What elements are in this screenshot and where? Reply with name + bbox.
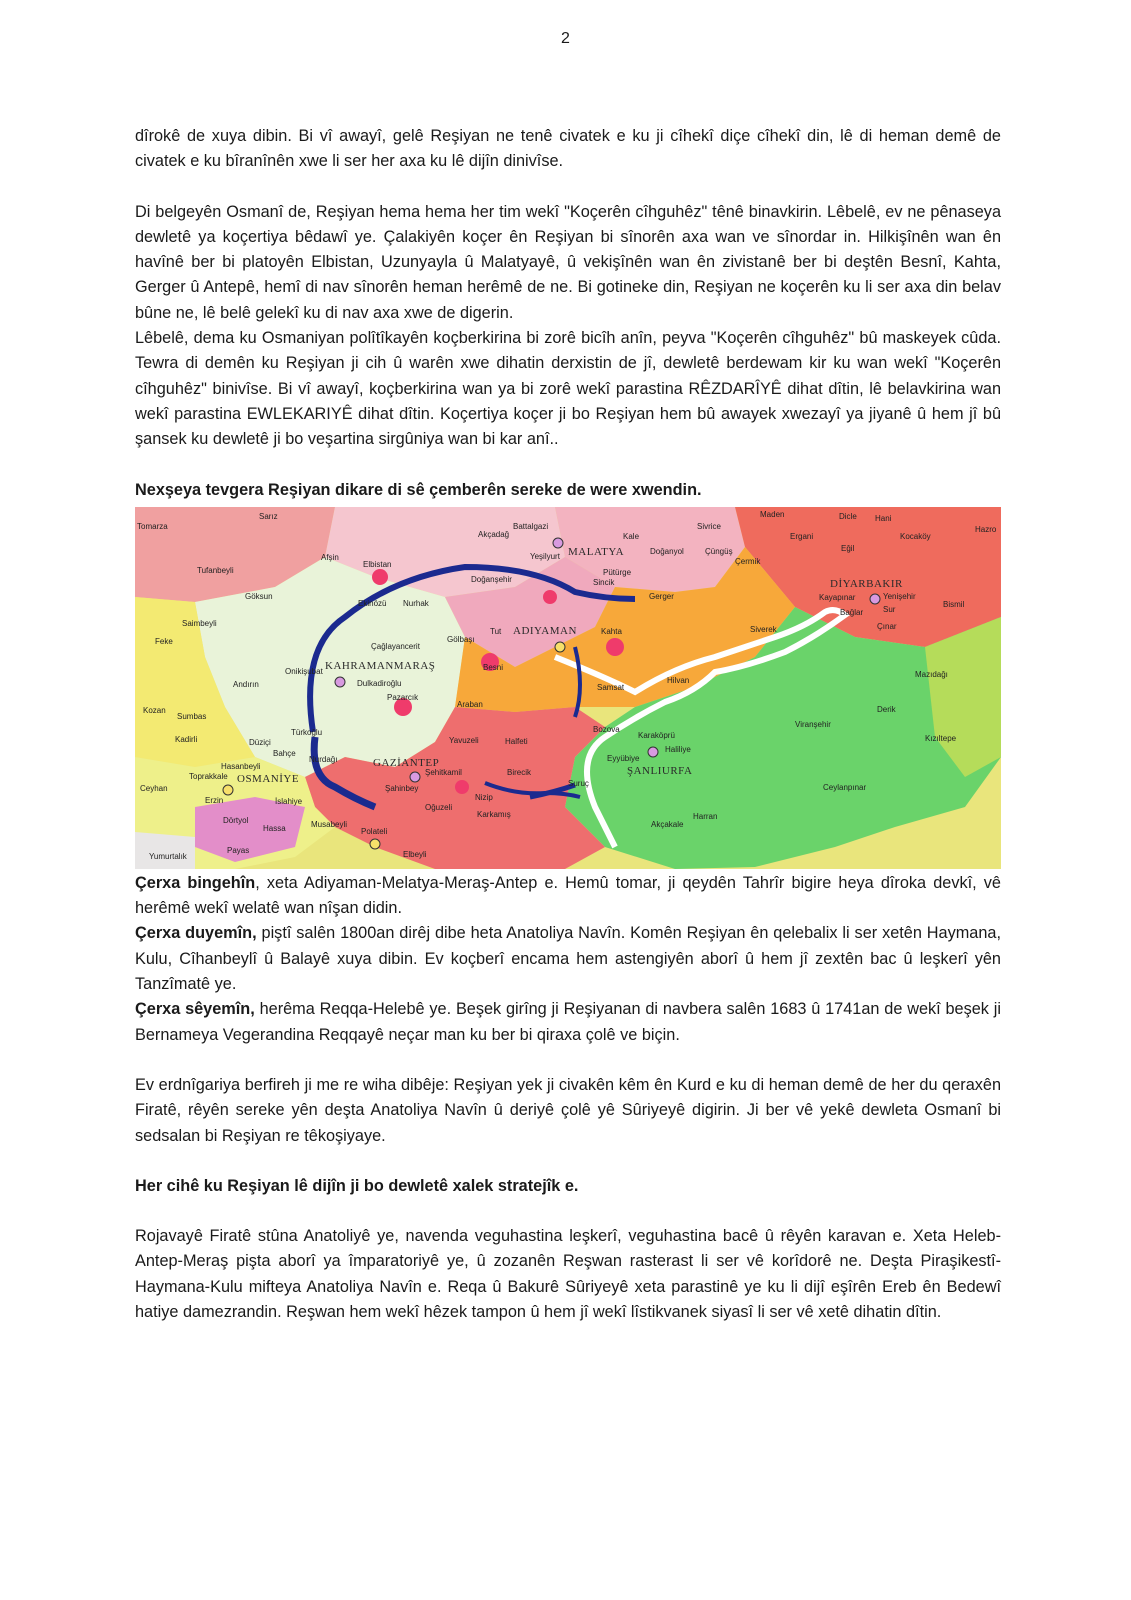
place-label: Sivrice (697, 521, 722, 531)
place-label: Çermik (735, 556, 761, 566)
place-label: Bozova (593, 724, 620, 734)
place-label: Çağlayancerit (371, 641, 420, 651)
place-label: Afşin (321, 552, 339, 562)
place-label: Sumbas (177, 711, 207, 721)
place-label: Kızıltepe (925, 733, 957, 743)
place-label: Pazarcık (387, 692, 419, 702)
place-label: Erzin (205, 795, 224, 805)
page-number: 2 (561, 30, 570, 47)
place-label: Eyyübiye (607, 753, 640, 763)
province-label: DİYARBAKIR (830, 577, 903, 590)
place-label: Ceylanpınar (823, 782, 867, 792)
place-label: Elbistan (363, 559, 392, 569)
circle-2-text: piştî salên 1800an dirêj dibe heta Anatoliya Navîn. Komên Reşiyan ên qelebalix li ser xetên Haymana, Kulu, Cîhanbeylî û Balayê xuya dibin. Ev koçberî encama hem astengiyên aborî û hem jî zextên bac û leşkerî yên Tanzîmatê ye. (135, 924, 1001, 994)
place-label: Yumurtalık (149, 851, 187, 861)
place-label: Tufanbeyli (197, 565, 234, 575)
place-label: Andırın (233, 679, 259, 689)
place-label: Tomarza (137, 521, 168, 531)
place-label: Halfeti (505, 736, 528, 746)
place-label: Bağlar (840, 607, 864, 617)
province-label: KAHRAMANMARAŞ (325, 659, 436, 672)
place-label: Akçadağ (478, 529, 510, 539)
place-label: Hani (875, 513, 892, 523)
province-label: ŞANLIURFA (627, 764, 693, 777)
province-label: ADIYAMAN (513, 624, 577, 637)
place-label: Mazıdağı (915, 669, 948, 679)
place-label: Hazro (975, 524, 997, 534)
place-label: Hasanbeyli (221, 761, 261, 771)
place-label: Kale (623, 531, 640, 541)
place-label: Çüngüş (705, 546, 733, 556)
place-label: Karkamış (477, 809, 511, 819)
place-label: Bahçe (273, 748, 296, 758)
place-label: Feke (155, 636, 173, 646)
province-label: GAZİANTEP (373, 756, 440, 769)
place-label: Kadirli (175, 734, 198, 744)
place-label: Ergani (790, 531, 814, 541)
place-label: Polateli (361, 826, 388, 836)
circle-1-text: , xeta Adiyaman-Melatya-Meraş-Antep e. Hemû tomar, ji qeydên Tahrîr bigire heya dîroka devkî, vê herêmê wekî welatê wan nîşan didin. (135, 873, 1001, 918)
map-heading: Nexşeya tevgera Reşiyan dikare di sê çemberên sereke de were xwendin. (135, 480, 702, 499)
place-label: Elbeyli (403, 849, 427, 859)
place-label: Suruç (568, 778, 589, 788)
migration-map (135, 507, 1001, 869)
place-label: Sincik (593, 577, 615, 587)
place-label: Payas (227, 845, 250, 855)
place-label: Derik (877, 704, 896, 714)
place-label: Eğil (841, 543, 855, 553)
place-label: Dörtyol (223, 815, 249, 825)
place-label: Musabeyli (311, 819, 348, 829)
place-label: Gölbaşı (447, 634, 475, 644)
paragraph-circle-2 (135, 921, 1001, 997)
document-body (135, 124, 1001, 1325)
paragraph-circle-3 (135, 997, 1001, 1048)
place-label: Hassa (263, 823, 286, 833)
paragraph-circle-1 (135, 871, 1001, 922)
place-label: Doğanyol (650, 546, 684, 556)
place-label: Bismil (943, 599, 965, 609)
place-label: Hilvan (667, 675, 690, 685)
place-label: Viranşehir (795, 719, 831, 729)
place-label: Siverek (750, 624, 777, 634)
place-label: Şahinbey (385, 783, 419, 793)
place-label: Çınar (877, 621, 897, 631)
circle-1-label: Çerxa bingehîn (135, 873, 256, 892)
place-label: Türkoğlu (291, 727, 323, 737)
place-label: Tut (490, 626, 502, 636)
place-label: Birecik (507, 767, 532, 777)
place-label: İslahiye (275, 796, 303, 806)
place-label: Besni (483, 662, 504, 672)
place-label: Maden (760, 509, 785, 519)
place-label: Kozan (143, 705, 166, 715)
circle-2-label: Çerxa duyemîn, (135, 924, 257, 943)
place-label: Kahta (601, 626, 622, 636)
section-heading: Her cihê ku Reşiyan lê dijîn ji bo dewletê xalek stratejîk e. (135, 1176, 579, 1195)
place-label: Sarız (259, 511, 278, 521)
place-label: Şehitkamil (425, 767, 462, 777)
place-label: Doğanşehir (471, 574, 512, 584)
paragraph: Rojavayê Firatê stûna Anatoliyê ye, navenda veguhastina leşkerî, veguhastina bacê û rêyên karavan e. Xeta Heleb-Antep-Meraş pişta aborî ya împaratoriyê ye, û zozanên Reşwan rasterast li ser vê korîdorê ne. Deşta Piraşikestî-Haymana-Kulu mifteya Anatoliya Navîn e. Reqa û Bakurê Sûriyeyê xeta parastinê ye ku li dijî eşîrên Ereb ên Bedewî hatiye damezrandin. Reşwan hem wekî hêzek tampon û hem jî wekî lîstikvanek siyasî li ser vê xetê dihatin dîtin. (135, 1227, 1001, 1322)
paragraph: Di belgeyên Osmanî de, Reşiyan hema hema her tim wekî "Koçerên cîhguhêz" tênê binavkirin. Lêbelê, ev ne pênaseya dewletê ya koçertiya bêdawî ye. Çalakiyên koçer ên Reşiyan bi sînorên axa wan ve sînordar in. Hilkişînên wan ên havînê ber bi platoyên Elbistan, Uzunyayla û Malatyayê, û vekişînên wan ên zivistanê ber bi deştên Besnî, Kahta, Gerger û Antepê, hemî di nav sînorên heman herêmê de ne. Bi gotineke din, Reşiyan ne koçerên ku li ser axa din belav bûne ne, lê belê gelekî ku di nav axa xwe de digerin. (135, 202, 1001, 322)
place-label: Kocaköy (900, 531, 931, 541)
place-label: Nurdağı (309, 754, 338, 764)
paragraph: Lêbelê, dema ku Osmaniyan polîtîkayên koçberkirina bi zorê bicîh anîn, peyva "Koçerên cîhguhêz" bû maskeyek cûda. Tewra di demên ku Reşiyan ji cih û warên xwe dihatin derxistin de jî, dewletê berdewam kir ku wan wekî "Koçerên cîhguhêz" binivîse. Bi vî awayî, koçberkirina wan ya bi zorê wekî parastina RÊZDARÎYÊ dihat dîtin, lê belavkirina wan wekî parastina EWLEKARIYÊ dihat dîtin. Koçertiya koçer ji bo Reşiyan hem bû awayek xwezayî ya jiyanê û hem jî bû şansek ku dewletê ji bo veşartina sirgûniya wan bi kar anî.. (135, 329, 1001, 449)
place-label: Ekinözü (358, 598, 387, 608)
place-label: Battalgazi (513, 521, 549, 531)
place-label: Samsat (597, 682, 625, 692)
map-graphic (135, 507, 1001, 869)
place-label: Karaköprü (638, 730, 675, 740)
place-label: Araban (457, 699, 483, 709)
province-label: OSMANİYE (237, 772, 300, 785)
place-label: Ceyhan (140, 783, 168, 793)
place-label: Dicle (839, 511, 857, 521)
place-label: Düziçi (249, 737, 271, 747)
place-label: Harran (693, 811, 718, 821)
place-label: Sur (883, 604, 896, 614)
place-label: Nurhak (403, 598, 429, 608)
place-label: Toprakkale (189, 771, 228, 781)
province-label: MALATYA (568, 545, 625, 558)
place-label: Saimbeyli (182, 618, 217, 628)
place-label: Onikişubat (285, 666, 323, 676)
place-label: Yenişehir (883, 591, 916, 601)
place-label: Yavuzeli (449, 735, 479, 745)
place-label: Oğuzeli (425, 802, 453, 812)
circle-3-label: Çerxa sêyemîn, (135, 1000, 255, 1019)
place-label: Kayapınar (819, 592, 856, 602)
place-label: Pütürge (603, 567, 632, 577)
place-label: Akçakale (651, 819, 684, 829)
place-label: Yeşilyurt (530, 551, 560, 561)
place-label: Dulkadiroğlu (357, 678, 402, 688)
paragraph: Ev erdnîgariya berfireh ji me re wiha dibêje: Reşiyan yek ji civakên kêm ên Kurd e ku di heman demê de her du qeraxên Firatê, rêyên sereke yên deşta Anatoliya Navîn û deriyê çolê yê Sûriyeyê digirin. Ji ber vê yekê dewleta Osmanî bi sedsalan bi Reşiyan re têkoşiyaye. (135, 1075, 1001, 1145)
place-label: Göksun (245, 591, 273, 601)
place-label: Nizip (475, 792, 493, 802)
place-label: Gerger (649, 591, 674, 601)
paragraph: dîrokê de xuya dibin. Bi vî awayî, gelê Reşiyan ne tenê civatek e ku ji cîhekî diçe cîhekî din, lê di heman demê de civatek e ku bîranînên xwe li ser her axa ku lê dijîn dinivîse. (135, 127, 1001, 171)
place-label: Haliliye (665, 744, 691, 754)
circle-3-text: herêma Reqqa-Helebê ye. Beşek girîng ji Reşiyanan di navbera salên 1683 û 1741an de wekî beşek ji Bernameya Vegerandina Reqqayê neçar man ku ber bi qiraxa çolê ve biçin. (135, 1000, 1001, 1044)
